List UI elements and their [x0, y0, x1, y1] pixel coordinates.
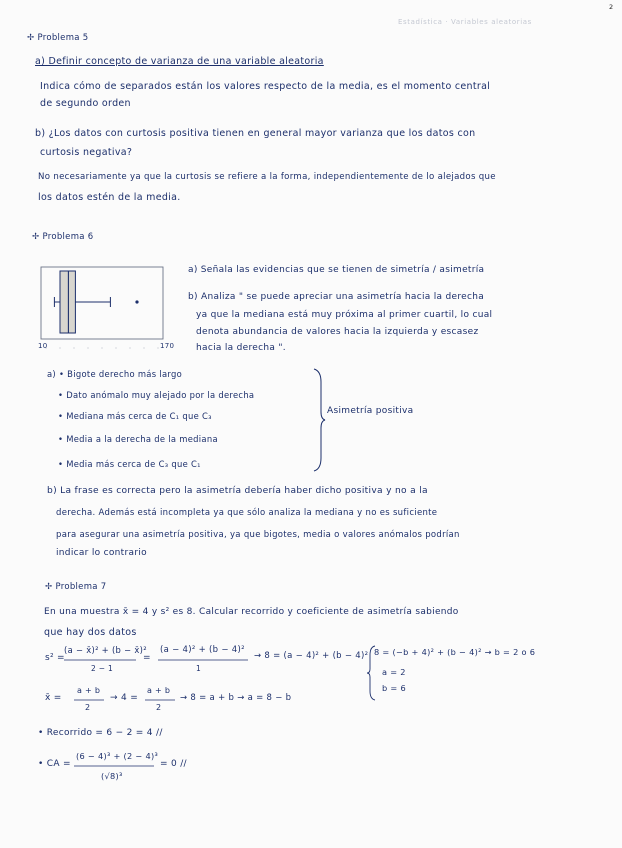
boxplot-box [60, 271, 75, 333]
eq2-fraction-bar [74, 699, 104, 701]
eq2-frac2-denominator: 2 [156, 703, 162, 712]
eq1-equals: = [143, 653, 151, 663]
problema5-b-answer-line1: No necesariamente ya que la curtosis se refiere a la forma, independientemente de lo alejados que [38, 172, 496, 182]
problema6-a-list-item3: • Mediana más cerca de C₁ que C₃ [58, 411, 212, 421]
eq2-fraction2-bar [145, 699, 175, 701]
recorrido-result: • Recorrido = 6 − 2 = 4 // [38, 728, 163, 738]
problema6-intro-line3: ya que la mediana está muy próxima al primer cuartil, lo cual [196, 310, 493, 320]
boxplot-axis-ticks [46, 348, 159, 349]
problema7-statement-line2: que hay dos datos [44, 627, 137, 638]
boxplot-axis-tick [130, 348, 131, 349]
ca-fraction-bar [74, 765, 154, 767]
problema6-a-list-item1: a) • Bigote derecho más largo [47, 369, 183, 379]
eq1-fraction-bar [64, 659, 136, 661]
boxplot-axis-tick [88, 348, 89, 349]
eq1-frac-numerator: (a − x̄)² + (b − x̄)² [64, 645, 147, 655]
problema5-a-question: a) Definir concepto de varianza de una variable aleatoria [35, 56, 324, 67]
boxplot-frame [41, 267, 163, 339]
problema6-intro-line1: a) Señala las evidencias que se tienen de simetría / asimetría [188, 265, 485, 275]
problema6-b-answer-line2: derecha. Además está incompleta ya que sólo analiza la mediana y no es suficiente [56, 508, 438, 518]
boxplot-outlier-point [135, 300, 138, 303]
ca-rest: = 0 // [160, 759, 187, 769]
problema5-b-question-line2: curtosis negativa? [40, 147, 133, 158]
eq1-frac-denominator: 2 − 1 [91, 664, 114, 673]
problema6-b-answer-line1: b) La frase es correcta pero la asimetría debería haber dicho positiva y no a la [47, 486, 428, 496]
problema6-a-list-item4: • Media a la derecha de la mediana [58, 434, 218, 444]
problema5-b-question-line1: b) ¿Los datos con curtosis positiva tienen en general mayor varianza que los datos con [35, 128, 476, 139]
problema6-a-list-item5: • Media más cerca de C₃ que C₁ [58, 459, 201, 469]
eq-right-line1: 8 = (−b + 4)² + (b − 4)² → b = 2 o 6 [374, 647, 536, 657]
boxplot-axis-tick [116, 348, 117, 349]
eq1-fraction2-bar [158, 659, 248, 661]
boxplot-axis-tick [74, 348, 75, 349]
header-scribble: Estadística · Variables aleatorias [398, 18, 532, 26]
problema6-intro-line2: b) Analiza " se puede apreciar una asimetría hacia la derecha [188, 292, 485, 302]
problema6-a-list-item2: • Dato anómalo muy alejado por la derecha [58, 390, 255, 400]
eq-right-line2: a = 2 [382, 667, 406, 677]
eq1-rest: → 8 = (a − 4)² + (b − 4)² [254, 651, 369, 661]
eq1-frac2-denominator: 1 [196, 664, 202, 673]
boxplot-axis-tick [60, 348, 61, 349]
boxplot-axis-tick [102, 348, 103, 349]
problema6-intro-line4: denota abundancia de valores hacia la izquierda y escasez [196, 327, 479, 337]
boxplot-figure [40, 266, 170, 356]
problema6-intro-line5: hacia la derecha ". [196, 343, 286, 353]
eq-right-line3: b = 6 [382, 683, 406, 693]
ca-denominator: (√8)³ [101, 771, 123, 781]
problema5-b-answer-line2: los datos estén de la media. [38, 192, 181, 203]
brace-icon [312, 368, 326, 472]
problema5-a-answer-line1: Indica cómo de separados están los valores respecto de la media, es el momento central [40, 81, 491, 92]
problema7-title: ✢ Problema 7 [45, 582, 107, 592]
eq2-frac-denominator: 2 [85, 703, 91, 712]
ca-numerator: (6 − 4)³ + (2 − 4)³ [76, 751, 159, 761]
boxplot-axis-max-label: 170 [160, 342, 175, 350]
eq2-arrow: → 4 = [110, 693, 139, 703]
problema6-b-answer-line4: indicar lo contrario [56, 548, 147, 558]
boxplot-axis-tick [158, 348, 159, 349]
ca-lhs: • CA = [38, 759, 71, 769]
eq2-lhs: x̄ = [45, 693, 62, 703]
eq1-lhs: s² = [45, 653, 65, 663]
problema6-title: ✢ Problema 6 [32, 232, 94, 242]
boxplot-axis-tick [144, 348, 145, 349]
eq1-frac2-numerator: (a − 4)² + (b − 4)² [160, 645, 245, 655]
problema6-b-answer-line3: para asegurar una asimetría positiva, ya que bigotes, media o valores anómalos podrían [56, 530, 460, 540]
problema5-a-answer-line2: de segundo orden [40, 98, 131, 109]
problema7-statement-line1: En una muestra x̄ = 4 y s² es 8. Calcular recorrido y coeficiente de asimetría sabiendo [44, 607, 459, 617]
page-number: 2 [609, 3, 614, 11]
eq2-frac-numerator: a + b [77, 686, 101, 695]
eq2-rest: → 8 = a + b → a = 8 − b [180, 693, 292, 703]
brace-label: Asimetría positiva [327, 406, 414, 416]
eq2-frac2-numerator: a + b [147, 686, 171, 695]
problema5-title: ✢ Problema 5 [27, 33, 89, 43]
boxplot-axis-min-label: 10 [38, 342, 48, 350]
